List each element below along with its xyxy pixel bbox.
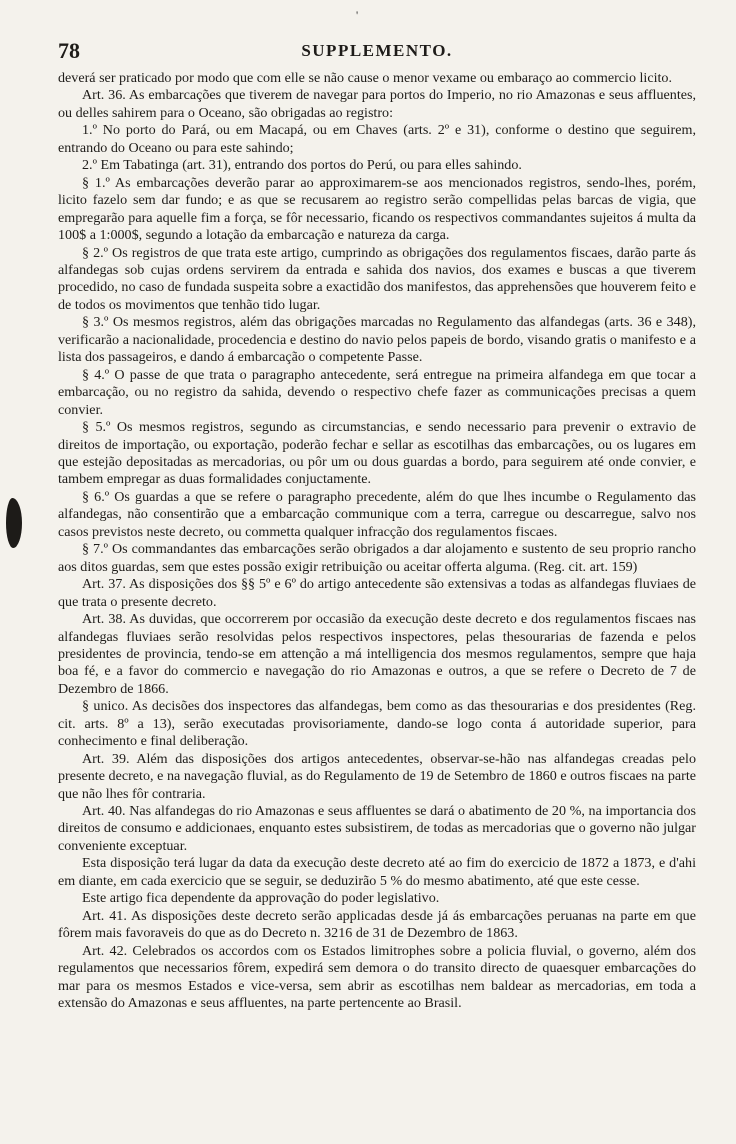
article-36-section-4: § 4.º O passe de que trata o paragrapho antecedente, será entregue na primeira alfandega em que tocar a embarcação, ou no registro da sahida, devendo o respectivo chefe fazer as communicações precisas a quem convier.: [58, 366, 696, 418]
article-36: Art. 36. As embarcações que tiverem de navegar para portos do Imperio, no rio Amazonas e seus affluentes, ou delles sahirem para o Oceano, são obrigadas ao registro:: [58, 87, 696, 121]
article-36-section-2: § 2.º Os registros de que trata este artigo, cumprindo as obrigações dos regulamentos fiscaes, darão parte ás alfandegas sob cujas ordens servirem da entrada e sahida dos navios, dos exames e buscas a que tiverem procedido, no caso de fundada suspeita sobre a exactidão dos manifestos, das apprehensões que houverem feito e de todos os movimentos que tenhão tido lugar.: [58, 244, 696, 313]
paragraph-continuation: deverá ser praticado por modo que com elle se não cause o menor vexame ou embaraço ao commercio licito.: [58, 70, 673, 86]
article-37: Art. 37. As disposições dos §§ 5º e 6º do artigo antecedente são extensivas a todas as alfandegas fluviaes de que trata o presente decreto.: [58, 576, 696, 610]
article-36-section-3: § 3.º Os mesmos registros, além das obrigações marcadas no Regulamento das alfandegas (arts. 36 e 348), verificarão a nacionalidade, procedencia e destino do navio pelos papeis de bordo, visando gratis o manifesto e a lista dos passageiros, e dando á embarcação o competente Passe.: [58, 314, 696, 366]
page-header: [58, 38, 696, 68]
top-mark: ': [356, 8, 359, 22]
article-42: Art. 42. Celebrados os accordos com os Estados limitrophes sobre a policia fluvial, o governo, além dos regulamentos que necessarios fôrem, expedirá sem demora o do transito directo de quaesquer embarcações do mar para os mesmos Estados e vice-versa, sem abrir as escotilhas nem baldear as mercadorias, em toda a extensão do Amazonas e seus affluentes, na parte pertencente ao Brasil.: [58, 942, 696, 1012]
article-36-section-1: § 1.º As embarcações deverão parar ao approximarem-se aos mencionados registros, sendo-lhes, porém, licito fazelo sem dar fundo; e as que se recusarem ao registro serão compellidas pelas barcas de vigia, que empregarão para aquelle fim a força, se fôr necessario, ficando os respectivos commandantes sujeitos á multa da 100$ a 1:000$, segundo a lotação da embarcação e natureza da carga.: [58, 174, 696, 244]
article-36-item-2: 2.º Em Tabatinga (art. 31), entrando dos portos do Perú, ou para elles sahindo.: [82, 157, 522, 174]
article-40-provision: Esta disposição terá lugar da data da execução deste decreto até ao fim do exercicio de 1872 a 1873, e d'ahi em diante, em cada exercicio que se seguir, se deduzirão 5 % do mesmo abatimento, até que este cesse.: [58, 855, 696, 889]
article-38: Art. 38. As duvidas, que occorrerem por occasião da execução deste decreto e dos regulamentos fiscaes nas alfandegas fluviaes serão resolvidas pelos respectivos inspectores, pelas thesourarias de fazenda e pelos presidentes de provincia, tendo-se em attenção a má intelligencia dos mesmos regulamentos, sempre que haja boa fé, e a favor do commercio e navegação do rio Amazonas e outros, a que se refere o Decreto de 7 de Dezembro de 1866.: [58, 611, 696, 697]
running-title: SUPPLEMENTO.: [301, 41, 453, 60]
article-40-dependency: Este artigo fica dependente da approvação do poder legislativo.: [82, 890, 440, 907]
article-36-section-5: § 5.º Os mesmos registros, segundo as circumstancias, e sendo necessario para prevenir o extravio de direitos de importação, ou exportação, poderão fechar e sellar as escotilhas das embarcações, ou os lugares em que estejão depositadas as mercadorias, ou pôr um ou dous guardas a bordo, para seguirem até onde convier, e tambem empregar as duas formalidades conjuctamente.: [58, 419, 696, 488]
article-36-item-1: 1.º No porto do Pará, ou em Macapá, ou em Chaves (arts. 2º e 31), conforme o destino que seguirem, entrando do Oceano ou para este sahindo;: [58, 122, 696, 156]
article-36-section-6: § 6.º Os guardas a que se refere o paragrapho precedente, além do que lhes incumbe o Regulamento das alfandegas, não consentirão que a embarcação communique com a terra, carregue ou descarregue, salvo nos casos previstos neste decreto, ou commetta qualquer infracção dos regulamentos fiscaes.: [58, 488, 696, 540]
article-36-section-7: § 7.º Os commandantes das embarcações serão obrigados a dar alojamento e sustento de seu proprio rancho aos ditos guardas, sem que estes possão exigir retribuição ou aceitar offerta alguma. (Reg. cit. art. 159): [58, 541, 696, 575]
article-39: Art. 39. Além das disposições dos artigos antecedentes, observar-se-hão nas alfandegas creadas pelo presente decreto, e na navegação fluvial, as do Regulamento de 19 de Setembro de 1860 e outros fiscaes na parte que não lhes fôr contraria.: [58, 750, 696, 802]
article-41: Art. 41. As disposições deste decreto serão applicadas desde já ás embarcações peruanas na parte em que fôrem mais favoraveis do que as do Decreto n. 3216 de 31 de Dezembro de 1863.: [58, 907, 696, 942]
body-text: [58, 70, 696, 1012]
page-number: 78: [58, 38, 80, 63]
article-38-sole-section: § unico. As decisões dos inspectores das alfandegas, bem como as das thesourarias e dos presidentes (Reg. cit. arts. 8º a 13), serão executadas provisoriamente, dando-se logo conta á autoridade superior, para conhecimento e final deliberação.: [58, 698, 696, 750]
article-40: Art. 40. Nas alfandegas do rio Amazonas e seus affluentes se dará o abatimento de 20 %, na importancia dos direitos de consumo e addicionaes, enquanto estes subsistirem, de todas as mercadorias que o governo não julgar conveniente exceptuar.: [58, 803, 696, 854]
